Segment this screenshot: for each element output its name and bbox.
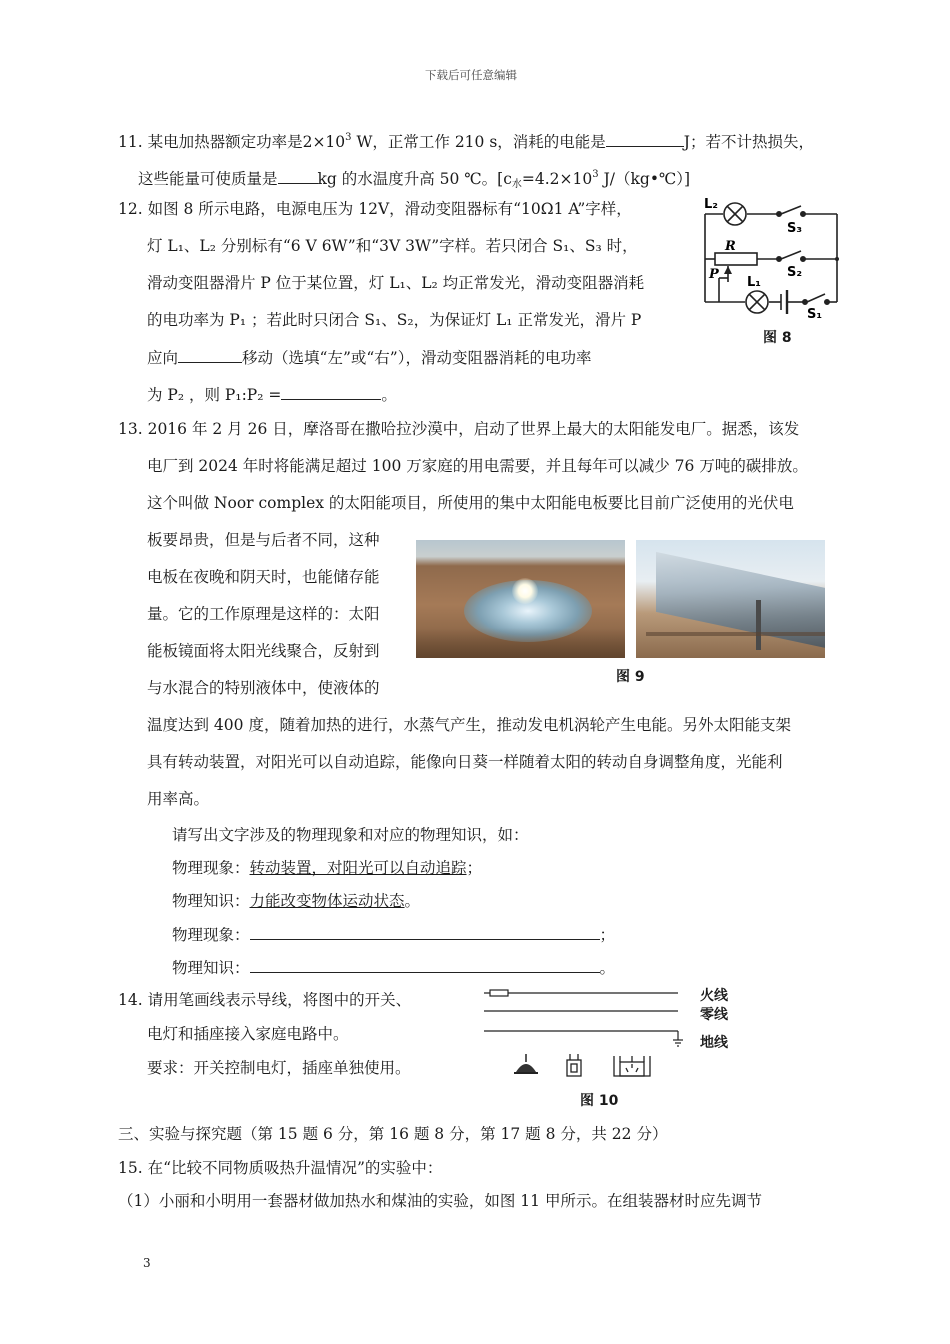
q13-example-phenomenon: 物理现象：转动装置，对阳光可以自动追踪； — [172, 859, 483, 877]
q11-blank-mass[interactable] — [278, 168, 318, 184]
q12-blank-direction[interactable] — [178, 347, 242, 363]
fig8-slider-arrow — [724, 266, 732, 274]
fig8-L1-label: L₁ — [747, 275, 761, 290]
fig8-S3-label: S₃ — [787, 221, 803, 236]
q14-line2: 电灯和插座接入家庭电路中。 — [147, 1025, 349, 1043]
fig10-neutral-label: 零线 — [700, 1007, 728, 1023]
fig8-P-label: P — [709, 267, 719, 282]
q12-line5: 应向 移动（选填“左”或“右”），滑动变阻器消耗的电功率 — [147, 349, 592, 367]
q11-blank-energy[interactable] — [606, 131, 684, 147]
q12-line3: 滑动变阻器滑片 P 位于某位置，灯 L₁、L₂ 均正常发光，滑动变阻器消耗 — [147, 274, 645, 292]
q13-line6: 量。它的工作原理是这样的：太阳 — [147, 605, 380, 623]
section3-heading: 三、实验与探究题（第 15 题 6 分，第 16 题 8 分，第 17 题 8 分，共 22 分） — [118, 1125, 668, 1143]
fig8-caption: 图 8 — [763, 330, 792, 346]
q13-line3: 这个叫做 Noor complex 的太阳能项目，所使用的集中太阳能电板要比目前广泛使用的光伏电 — [147, 494, 794, 512]
page-header: 下载后可任意编辑 — [425, 68, 517, 82]
q12-line1: 12. 如图 8 所示电路，电源电压为 12V，滑动变阻器标有“10Ω1 A”字样， — [118, 200, 632, 218]
fig10-caption: 图 10 — [580, 1093, 619, 1109]
q15-line2: （1）小丽和小明用一套器材做加热水和煤油的实验，如图 11 甲所示。在组装器材时应先调节 — [118, 1192, 762, 1210]
q12-blank-ratio[interactable] — [281, 384, 381, 400]
q13-line9: 温度达到 400 度，随着加热的进行，水蒸气产生，推动发电机涡轮产生电能。另外太阳能支架 — [147, 716, 791, 734]
fig10-ground-label: 地线 — [700, 1035, 728, 1051]
q13-line7: 能板镜面将太阳光线聚合，反射到 — [147, 642, 380, 660]
q13-line5: 电板在夜晚和阴天时，也能储存能 — [147, 568, 380, 586]
fig9-photo-solar-field — [416, 540, 625, 658]
fig8-S1-label: S₁ — [807, 307, 823, 322]
page-number: 3 — [143, 1256, 151, 1270]
fig10-lamp-icon — [514, 1054, 538, 1073]
fig8-L2-label: L₂ — [704, 197, 718, 212]
q13-line4: 板要昂贵，但是与后者不同，这种 — [147, 531, 380, 549]
q13-line8: 与水混合的特别液体中，使液体的 — [147, 679, 380, 697]
q13-line2: 电厂到 2024 年时将能满足超过 100 万家庭的用电需要，并且每年可以减少 76 万吨的碳排放。 — [147, 457, 808, 475]
fig9-photo-mirror-array — [636, 540, 825, 658]
fig8-S2-label: S₂ — [787, 265, 803, 280]
q13-blank-phenomenon[interactable] — [250, 924, 600, 940]
fig10-socket-icon — [614, 1056, 650, 1076]
q15-line1: 15. 在“比较不同物质吸热升温情况”的实验中： — [118, 1159, 443, 1177]
q12-line4: 的电功率为 P₁ ；若此时只闭合 S₁、S₂，为保证灯 L₁ 正常发光，滑片 P — [147, 311, 642, 329]
q13-prompt: 请写出文字涉及的物理现象和对应的物理知识，如： — [172, 826, 529, 844]
fig10-live-label: 火线 — [700, 988, 728, 1004]
q12-line6: 为 P₂ ，则 P₁:P₂ = 。 — [147, 386, 397, 404]
q14-line1: 14. 请用笔画线表示导线，将图中的开关、 — [118, 991, 412, 1009]
q13-blank-knowledge[interactable] — [250, 957, 600, 973]
q12-line2: 灯 L₁、L₂ 分别标有“6 V 6W”和“3V 3W”字样。若只闭合 S₁、S₃ 时， — [147, 237, 638, 255]
fig10-wiring-diagram — [478, 982, 688, 1086]
fig10-switch-icon — [567, 1054, 581, 1076]
q13-example-knowledge: 物理知识：力能改变物体运动状态。 — [172, 892, 421, 910]
q13-line1: 13. 2016 年 2 月 26 日，摩洛哥在撒哈拉沙漠中，启动了世界上最大的太阳能发电厂。据悉，该发 — [118, 420, 800, 438]
fig9-caption: 图 9 — [616, 669, 645, 685]
q13-line10: 具有转动装置，对阳光可以自动追踪，能像向日葵一样随着太阳的转动自身调整角度，光能利 — [147, 753, 783, 771]
q11-line1: 11. 某电加热器额定功率是$2\times 10^3$ W，正常工作 210 s，消耗的电能是 J；若不计热损失， — [118, 132, 815, 151]
fig8-circuit — [695, 192, 847, 348]
q11-line2: 这些能量可使质量是 kg 的水温度升高 50 ℃。[$c_水=4.2\times 10^3$ J/（kg•℃）] — [138, 169, 691, 190]
q14-line3: 要求：开关控制电灯，插座单独使用。 — [147, 1059, 411, 1077]
fig8-R-label: R — [725, 239, 736, 254]
q13-line11: 用率高。 — [147, 790, 210, 808]
q13-answer-knowledge: 物理知识： 。 — [172, 959, 616, 977]
q13-answer-phenomenon: 物理现象： ； — [172, 926, 616, 944]
